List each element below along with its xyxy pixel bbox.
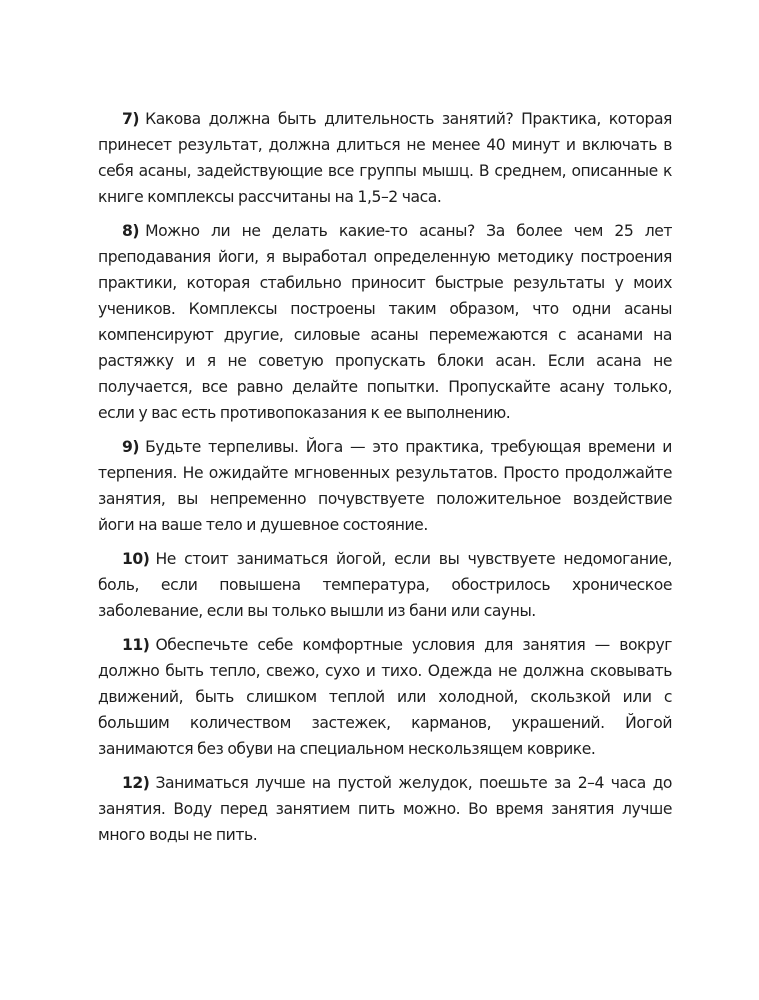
- paragraph-text: Будьте терпеливы. Йога — это практика, требующая времени и терпения. Не ожидайте мгновенных результатов. Просто продолжайте занятия, вы непременно почувствуете положительное воздействие йоги на ваше тело и душевное состояние.: [98, 438, 672, 534]
- paragraph-number: 12): [122, 774, 150, 792]
- paragraph-8: [98, 218, 672, 426]
- paragraph-text: Не стоит заниматься йогой, если вы чувствуете недомогание, боль, если повышена температура, обострилось хроническое заболевание, если вы только вышли из бани или сауны.: [98, 550, 672, 620]
- document-page: [98, 106, 672, 856]
- paragraph-number: 11): [122, 636, 150, 654]
- paragraph-text: Обеспечьте себе комфортные условия для занятия — вокруг должно быть тепло, свежо, сухо и тихо. Одежда не должна сковывать движений, быть слишком теплой или холодной, скользкой или с большим количеством застежек, карманов, украшений. Йогой занимаются без обуви на специальном нескользящем коврике.: [98, 636, 672, 758]
- paragraph-10: [98, 546, 672, 624]
- paragraph-number: 9): [122, 438, 140, 456]
- paragraph-11: [98, 632, 672, 762]
- paragraph-12: [98, 770, 672, 848]
- paragraph-text: Какова должна быть длительность занятий? Практика, которая принесет результат, должна длиться не менее 40 минут и включать в себя асаны, задействующие все группы мышц. В среднем, описанные к книге комплексы рассчитаны на 1,5–2 часа.: [98, 110, 672, 206]
- paragraph-text: Заниматься лучше на пустой желудок, поешьте за 2–4 часа до занятия. Воду перед занятием пить можно. Во время занятия лучше много воды не пить.: [98, 774, 672, 844]
- paragraph-number: 10): [122, 550, 150, 568]
- paragraph-7: [98, 106, 672, 210]
- paragraph-9: [98, 434, 672, 538]
- paragraph-number: 7): [122, 110, 140, 128]
- paragraph-text: Можно ли не делать какие-то асаны? За более чем 25 лет преподавания йоги, я выработал определенную методику построения практики, которая стабильно приносит быстрые результаты у моих учеников. Комплексы построены таким образом, что одни асаны компенсируют другие, силовые асаны перемежаются с асанами на растяжку и я не советую пропускать блоки асан. Если асана не получается, все равно делайте попытки. Пропускайте асану только, если у вас есть противопоказания к ее выполнению.: [98, 222, 672, 422]
- paragraph-number: 8): [122, 222, 140, 240]
